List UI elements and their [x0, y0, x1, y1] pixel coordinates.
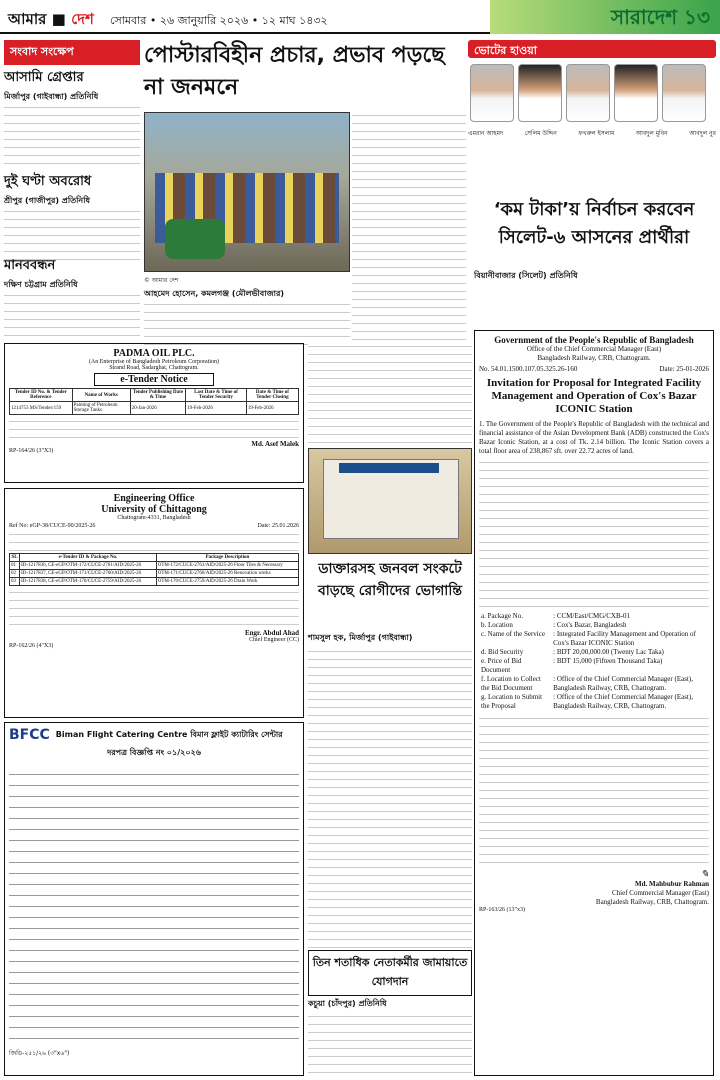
padma-body [9, 418, 299, 440]
bfcc-name: Biman Flight Catering Centre বিমান ফ্লাইট ক্যাটারিং সেন্টার [55, 729, 283, 739]
lead-body-column [352, 112, 466, 340]
lead-body [144, 286, 350, 340]
cu-tender-notice [4, 488, 304, 718]
tender-terms [479, 715, 709, 865]
cu-memo-row: Ref No: eGP-38/CUCE-90/2025-26 Date: 25.01.2026 [9, 523, 299, 529]
tender-date: Date: 25-01-2026 [659, 365, 709, 373]
section-title: সারাদেশ ১৩ [610, 5, 710, 29]
election-byline: বিয়ানীবাজার (সিলেট) প্রতিনিধি [474, 271, 578, 280]
hospital-story [308, 630, 472, 946]
lead-text [144, 301, 350, 345]
jamaat-text [308, 1013, 472, 1080]
lead-byline: আহমেদ হোসেন, কমলগঞ্জ (মৌলভীবাজার) [144, 289, 285, 298]
tender-memo: No. 54.01.1500.107.05.325.26-160 [479, 365, 578, 373]
tender-memo-row [479, 365, 709, 373]
issue-date: সোমবার • ২৬ জানুয়ারি ২০২৬ • ১২ মাঘ ১৪৩২ [110, 14, 328, 27]
hospital-sign [339, 463, 439, 473]
padma-signatory: Md. Asef Malek [251, 440, 299, 448]
tender-heading: Invitation for Proposal for Integrated Facility Management and Operation of Cox's Bazar ICONIC Station [486, 377, 702, 415]
tender-item: c. Name of the Service : Integrated Facility Management and Operation of Cox's Bazar ICONIC Station [481, 630, 696, 647]
election-section [468, 40, 716, 190]
tender-item: f. Location to Collect the Bid Document : Office of the Chief Commercial Manager (East), Bangladesh Railway, CRB, Chattogram. [481, 675, 693, 692]
cu-signatory: Engr. Abdul Ahad [244, 629, 299, 637]
photo-credit: © আমার দেশ [144, 277, 179, 284]
candidate-photo [614, 64, 658, 122]
cu-address: Chattogram-4331, Bangladesh [117, 515, 191, 521]
hospital-photo [308, 448, 472, 554]
hospital-headline: ডাক্তারসহ জনবল সংকটে বাড়ছে রোগীদের ভোগান্তি [317, 561, 463, 599]
brief-title: আসামি গ্রেপ্তার [4, 70, 84, 85]
candidate-name: ফখরুল ইসলাম [578, 130, 615, 137]
brief-byline: শ্রীপুর (গাজীপুর) প্রতিনিধি [4, 196, 90, 205]
lead-continuation [308, 343, 472, 445]
candidate-photo [662, 64, 706, 122]
cu-office: Engineering Office [113, 493, 195, 504]
tender-signature: ✎ Md. Mahbubur Rahman Chief Commercial Manager (East) Bangladesh Railway, CRB, Chattogram. [479, 869, 709, 907]
jamaat-headline: তিন শতাধিক নেতাকর্মীর জামায়াতে যোগদান [308, 950, 472, 996]
section-label: সংবাদ সংক্ষেপ [4, 40, 140, 65]
masthead [0, 0, 720, 34]
tender-item: d. Bid Security : BDT 20,00,000.00 (Twenty Lac Taka) [481, 648, 664, 656]
railway-tender-notice [474, 330, 714, 1076]
candidate-photo [518, 64, 562, 122]
candidate-names [468, 128, 716, 139]
tender-org: Bangladesh Railway, CRB, Chattogram. [537, 354, 651, 362]
padma-table: Tender ID No. & Tender Reference Name of Works Tender Publishing Date & Time Last Date & Time of Tender Security Date & Time of Tender Closing 1214753 MS/Tender/159 Painting of Petroleum Storage Tanks 20-Jan-2026 19-Feb-2026 19-Feb-2026 [9, 388, 299, 415]
section-banner: ভোটের হাওয়া [468, 40, 716, 58]
lead-headline: পোস্টারবিহীন প্রচার, প্রভাব পড়ছে না জনমনে [144, 43, 445, 100]
bfcc-notice-title: দরপত্র বিজ্ঞপ্তি নং ০১/২০২৬ [107, 748, 201, 757]
tender-item: e. Price of Bid Document : BDT 15,000 (Fifteen Thousand Taka) [481, 657, 663, 674]
brief-byline: মির্জাপুর (গাইবান্ধা) প্রতিনিধি [4, 92, 99, 101]
padma-ref: RP-164/26 (3"X3) [9, 448, 54, 454]
tender-intro: 1. The Government of the People's Republic of Bangladesh with the technical and financial assistance of the Asian Development Bank (ADB) constructed the Cox's Bazar Iconic Station, at a cost of Tk. 2.14 billion. The Iconic Station covers a total floor area of 238,867 sft. over 22.72 acres of land. [479, 420, 709, 455]
jamaat-story [308, 950, 472, 1076]
candidate-name: সেলিম উদ্দিন [524, 130, 557, 137]
table-row: 01 ID-1217836, CE-eGP/OTM-172/CUCE-2761/AID/2025-26 OTM-172/CUCE-2761/AID/2025-26 Floor Tiles & Necessary [10, 562, 299, 570]
brief-byline: দক্ষিণ চট্টগ্রাম প্রতিনিধি [4, 280, 78, 289]
hospital-text [308, 648, 472, 948]
candidate-name: আবদুল মুবিন [635, 130, 668, 137]
lead-text [352, 112, 466, 340]
tender-gov-title: Government of the People's Republic of Bangladesh [494, 335, 694, 345]
tender-body [479, 459, 709, 609]
padma-notice-title: e-Tender Notice [94, 373, 214, 386]
candidate-photo [470, 64, 514, 122]
rickshaw-graphic [165, 219, 225, 259]
bfcc-logo: BFCC [9, 727, 50, 743]
table-row: 02 ID-1217837, CE-eGP/OTM-171/CUCE-2760/AID/2025-26 OTM-171/CUCE-2760/AID/2025-26 Renovation works [10, 570, 299, 578]
newspaper-logo: আমার ■ দেশ [8, 10, 94, 28]
tender-items [479, 612, 709, 711]
cu-univ: University of Chittagong [101, 504, 207, 515]
news-briefs [4, 40, 140, 250]
candidate-name: এমরান আহমদ [468, 130, 504, 137]
jamaat-byline: কচুয়া (চাঁদপুর) প্রতিনিধি [308, 999, 387, 1008]
bfcc-table [9, 764, 299, 1044]
cu-ref: RP-162/26 (4"X3) [9, 643, 54, 649]
padma-sub: (An Enterprise of Bangladesh Petroleum Corporation) [88, 359, 220, 365]
candidate-photo [566, 64, 610, 122]
news-brief-3 [4, 256, 140, 340]
tender-item: g. Location to Submit the Proposal : Office of the Chief Commercial Manager (East), Bangladesh Railway, CRB, Chattogram. [481, 693, 693, 710]
brief-body [4, 104, 140, 168]
table-row: 03 ID-1217838, CE-eGP/OTM-170/CUCE-2759/AID/2025-26 OTM-170/CUCE-2759/AID/2025-26 Drain Work [10, 578, 299, 586]
bfcc-ref: জিডি-২৫১/২৬ (৩"x৬") [9, 1050, 70, 1057]
candidate-name: আবদুল নুর [689, 130, 716, 137]
bfcc-tender-notice [4, 722, 304, 1076]
brief-title: মানববন্ধন [4, 258, 56, 273]
brief-title: দুই ঘণ্টা অবরোধ [4, 174, 92, 189]
tender-item: b. Location : Cox's Bazar, Bangladesh [481, 621, 627, 629]
cu-body [9, 589, 299, 629]
tender-ref: RP-163/26 (13"x3) [479, 907, 525, 913]
padma-title: PADMA OIL PLC. [113, 348, 195, 359]
hospital-byline: শামসুল হক, মির্জাপুর (গাইবান্ধা) [308, 633, 413, 642]
tender-office: Office of the Chief Commercial Manager (East) [526, 345, 662, 353]
padma-oil-notice [4, 343, 304, 483]
padma-address: Strand Road, Sadarghat, Chattogram. [109, 365, 199, 371]
lead-text [308, 343, 472, 445]
signature-scribble: ✎ [700, 869, 709, 880]
election-headline: ‘কম টাকা’য় নির্বাচন করবেন সিলেট-৬ আসনের প্রার্থীরা [493, 199, 695, 248]
cu-intro [9, 531, 299, 553]
cu-signatory-title: Chief Engineer (CC) [249, 637, 299, 643]
cu-table: SL e-Tender ID & Package No. Package Description 01 ID-1217836, CE-eGP/OTM-172/CUCE-2761/AID/2025-26 OTM-172/CUCE-2761/AID/2025-26 Floor Tiles & Necessary 02 ID-1217837, CE-eGP/OTM-171/CUCE-2760/AID/2025-26 OTM-171/CUCE-2760/AID/2025-26 Renovation works 03 ID-1217838, CE-eGP/OTM-170/CUCE-2759/AID/2025-26 OTM-170/CUCE-2759/AID/2025-26 Drain Work [9, 553, 299, 586]
lead-photo [144, 112, 350, 272]
brief-body [4, 292, 140, 346]
tender-item: a. Package No. : CCM/East/CMG/CXB-01 [481, 612, 630, 620]
